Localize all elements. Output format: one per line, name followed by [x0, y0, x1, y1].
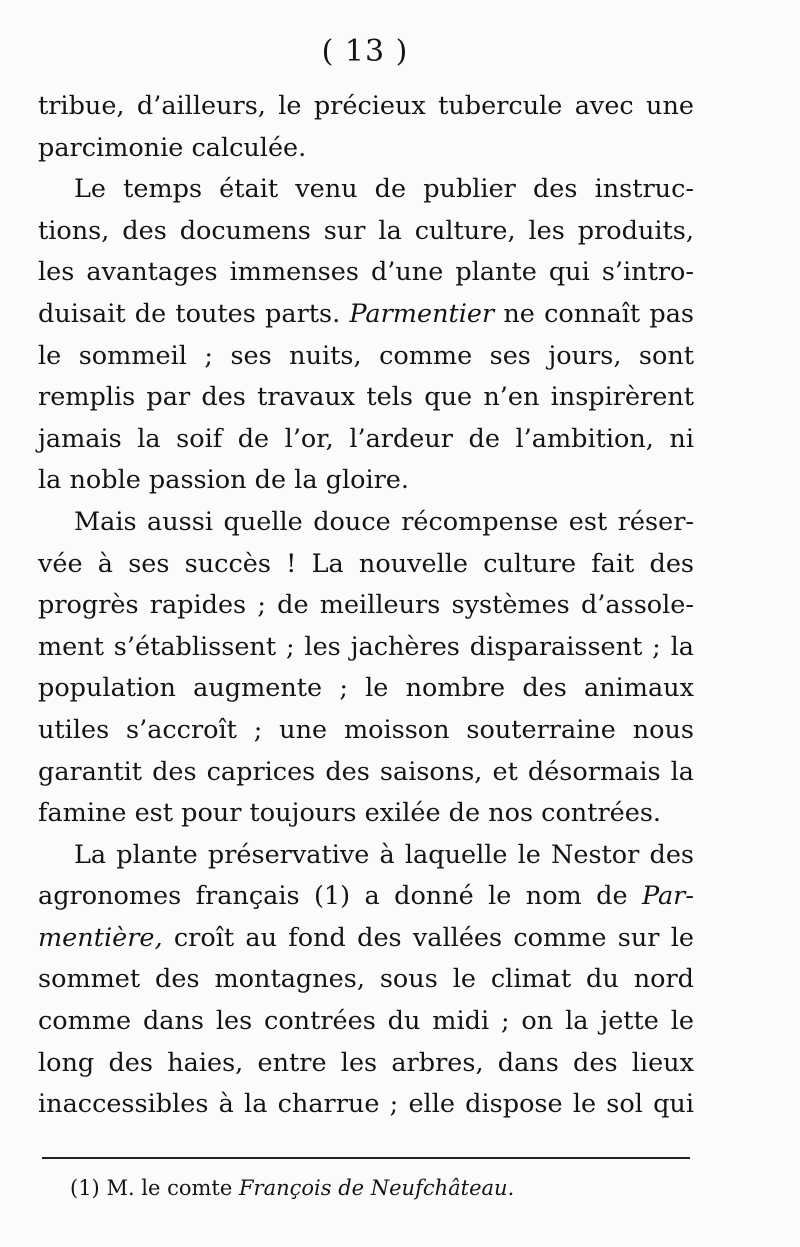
paragraph [38, 169, 694, 502]
text-line-with-italic: agronomes français (1) a donné le nom de Par- [38, 881, 694, 912]
paragraph [38, 86, 694, 169]
text-line: vée à ses succès ! La nouvelle culture fait des [38, 548, 694, 579]
text-line: population augmente ; le nombre des animaux [38, 673, 694, 704]
footnote-name: François de Neufchâteau. [238, 1176, 515, 1200]
text-line: remplis par des travaux tels que n’en inspirèrent [38, 382, 694, 413]
text-line: famine est pour toujours exilée de nos contrées. [38, 798, 662, 829]
text-line: La plante préservative à laquelle le Nestor des [74, 839, 694, 870]
text-line: la noble passion de la gloire. [38, 465, 410, 496]
text-line: tribue, d’ailleurs, le précieux tubercule avec une [38, 91, 694, 121]
footnote-prefix: M. le comte [106, 1176, 233, 1200]
text-line: utiles s’accroît ; une moisson souterraine nous [38, 714, 694, 745]
text-line: jamais la soif de l’or, l’ardeur de l’ambition, ni [38, 423, 694, 454]
text-line: tions, des documens sur la culture, les produits, [38, 215, 694, 246]
text-line: Le temps était venu de publier des instruc- [74, 174, 694, 205]
text-line-with-italic: mentière, croît au fond des vallées comme sur le [38, 922, 694, 953]
footnote [70, 1176, 514, 1200]
text-line: garantit des caprices des saisons, et désormais la [38, 756, 694, 787]
paragraph [38, 502, 694, 835]
text-line: sommet des montagnes, sous le climat du nord [38, 964, 694, 995]
text-line: comme dans les contrées du midi ; on la jette le [38, 1006, 694, 1037]
text-line: inaccessibles à la charrue ; elle dispose le sol qui [38, 1089, 694, 1120]
body-text [38, 86, 694, 1126]
text-line: le sommeil ; ses nuits, comme ses jours, sont [38, 340, 694, 371]
text-line: progrès rapides ; de meilleurs systèmes d’assole- [38, 590, 694, 621]
text-line: Mais aussi quelle douce récompense est réser- [74, 506, 694, 537]
text-line: long des haies, entre les arbres, dans des lieux [38, 1047, 694, 1078]
text-line: les avantages immenses d’une plante qui s’intro- [38, 257, 694, 288]
footnote-marker: (1) [70, 1176, 100, 1200]
text-line: parcimonie calculée. [38, 132, 307, 163]
paragraph [38, 835, 694, 1126]
text-line: ment s’établissent ; les jachères disparaissent ; la [38, 631, 694, 662]
text-line-with-italic: duisait de toutes parts. Parmentier ne connaît pas [38, 298, 694, 329]
footnote-rule [42, 1157, 690, 1159]
page-number: ( 13 ) [321, 34, 409, 69]
